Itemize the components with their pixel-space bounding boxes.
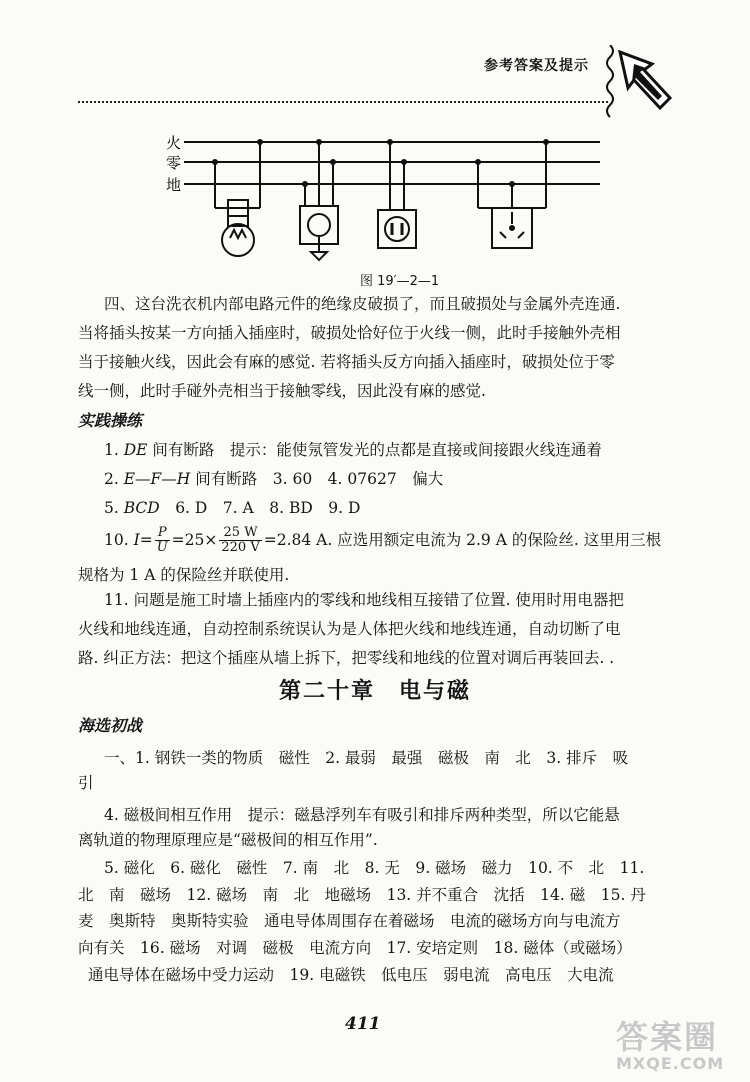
section4-line-4: 线一侧，此时手碰外壳相当于接触零线，因此没有麻的感觉. <box>78 382 486 400</box>
practice-q1: 1. DE 间有断路 提示：能使氖管发光的点都是直接或间接跟火线连通着 <box>104 441 602 459</box>
section-title-practice: 实践操练 <box>78 411 143 430</box>
wire-label-neutral: 零 <box>166 154 182 172</box>
socket-two-hole-icon <box>392 223 402 235</box>
q10-numerator: 25 W <box>219 526 261 541</box>
page-number: 411 <box>345 1014 381 1034</box>
q10-fraction-values <box>219 526 261 556</box>
practice-q11-line-3: 路. 纠正方法：把这个插座从墙上拆下，把零线和地线的位置对调后再装回去. . <box>78 649 615 667</box>
practice-q10-line-2: 规格为 1 A 的保险丝并联使用. <box>78 566 290 584</box>
q10-denominator: 220 V <box>221 540 260 556</box>
section4-line-2: 当将插头按某一方向插入插座时，破损处恰好位于火线一侧，此时手接触外壳相 <box>78 324 621 342</box>
q10-fraction-pu <box>155 526 170 556</box>
figure-caption: 图 19′—2—1 <box>360 274 440 289</box>
first-battle-line-9: 通电导体在磁场中受力运动 19. 电磁铁 低电压 弱电流 高电压 大电流 <box>88 966 614 984</box>
watermark-main: 答案圈 <box>616 1018 719 1056</box>
wire-label-live: 火 <box>166 134 182 152</box>
q2-text: 间有断路 3. 60 4. 07627 偏大 <box>190 470 444 488</box>
first-battle-line-5: 5. 磁化 6. 磁化 磁性 7. 南 北 8. 无 9. 磁场 磁力 10. 不 北 11. <box>104 859 645 877</box>
practice-q10 <box>104 526 661 556</box>
first-battle-line-2: 引 <box>78 774 94 792</box>
section-title-first-battle: 海选初战 <box>78 716 143 735</box>
q1-label-de: DE <box>123 441 148 459</box>
first-battle-line-1: 一、1. 钢铁一类的物质 磁性 2. 最弱 最强 磁极 南 北 3. 排斥 吸 <box>104 749 629 767</box>
practice-q11-line-1: 11. 问题是施工时墙上插座内的零线和地线相互接错了位置. 使用时用电器把 <box>104 591 624 609</box>
first-battle-line-8: 向有关 16. 磁场 对调 磁极 电流方向 17. 安培定则 18. 磁体（或磁场） <box>78 939 632 957</box>
q10-symbol-i: I <box>133 530 140 549</box>
section4-line-1: 四、这台洗衣机内部电路元件的绝缘皮破损了，而且破损处与金属外壳连通. <box>104 295 621 313</box>
arrow-icon <box>618 50 674 112</box>
watermark-logo <box>616 1012 724 1073</box>
practice-q11-line-2: 火线和地线连通，自动控制系统误认为是人体把火线和地线连通，自动切断了电 <box>78 620 621 638</box>
q5-label-bcd: BCD <box>123 499 160 517</box>
chapter-title: 第二十章 电与磁 <box>278 679 471 704</box>
q10-symbol-u: U <box>156 540 168 556</box>
watermark-sub: MXQE.COM <box>616 1054 725 1073</box>
practice-q5: 5. BCD 6. D 7. A 8. BD 9. D <box>104 499 361 517</box>
first-battle-line-3: 4. 磁极间相互作用 提示：磁悬浮列车有吸引和排斥两种类型，所以它能悬 <box>104 806 620 824</box>
q2-label-efh: E—F—H <box>123 470 191 488</box>
first-battle-line-7: 麦 奥斯特 奥斯特实验 通电导体周围存在着磁场 电流的磁场方向与电流方 <box>78 912 621 930</box>
q10-symbol-p: P <box>155 526 170 541</box>
q5-text: 6. D 7. A 8. BD 9. D <box>159 499 361 517</box>
q10-tail: =2.84 A. 应选用额定电流为 2.9 A 的保险丝. 这里用三根 <box>263 530 662 549</box>
q10-mid: =25× <box>171 530 218 549</box>
wavy-border-decoration <box>604 45 616 120</box>
circuit-diagram <box>160 128 610 268</box>
section4-line-3: 当于接触火线，因此会有麻的感觉. 若将插头反方向插入插座时，破损处位于零 <box>78 353 615 371</box>
practice-q2: 2. E—F—H 间有断路 3. 60 4. 07627 偏大 <box>104 470 444 488</box>
q10-equals: = <box>139 530 153 549</box>
socket-three-hole-icon <box>311 252 327 260</box>
wire-label-earth: 地 <box>166 176 182 194</box>
running-header-title: 参考答案及提示 <box>484 58 589 74</box>
q10-prefix: 10. <box>104 530 134 549</box>
first-battle-line-4: 离轨道的物理原理应是“磁极间的相互作用”. <box>78 831 378 849</box>
first-battle-line-6: 北 南 磁场 12. 磁场 南 北 地磁场 13. 并不重合 沈括 14. 磁 15. 丹 <box>78 886 646 904</box>
switch-icon <box>500 212 524 238</box>
q1-text: 间有断路 提示：能使氖管发光的点都是直接或间接跟火线连通着 <box>147 441 602 459</box>
header-dotted-rule <box>78 101 608 103</box>
